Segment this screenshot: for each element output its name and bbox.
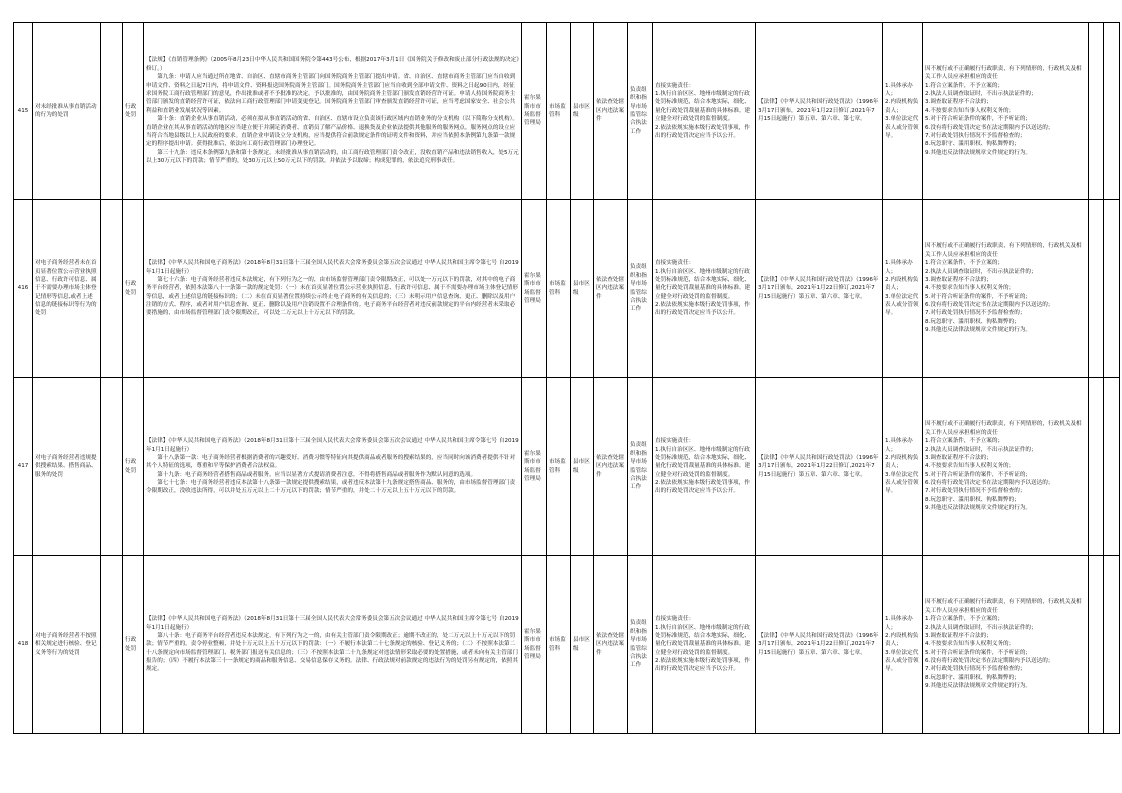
level: 县市区级 xyxy=(571,200,594,378)
empty-cell xyxy=(1089,378,1104,556)
paragraph: 2.内设机构负责人； xyxy=(885,632,919,648)
item-type: 行政处罚 xyxy=(123,23,144,200)
paragraph: 5.对于符合听证条件的案件，不予听证的； xyxy=(925,471,1032,478)
legal-basis xyxy=(144,200,522,378)
paragraph: 9.其他违反法律法规规章文件规定的行为。 xyxy=(925,683,1032,690)
paragraph: 7.对行政处罚执行情况不予监督检查的； xyxy=(925,666,1026,673)
table-row xyxy=(14,556,1120,734)
empty-cell xyxy=(101,556,123,734)
paragraph: 3.调查取证程序不合法的； xyxy=(925,454,992,461)
empty-cell xyxy=(1104,556,1120,734)
responsibility xyxy=(653,23,756,200)
paragraph: 9.其他违反法律法规规章文件规定的行为。 xyxy=(925,327,1032,334)
paragraph: 第七十六条：电子商务经营者违反本法规定，有下列行为之一的，由市场监督管理部门责令限期改正，可以处一万元以下的罚款，对其中的电子商务平台经营者，依照本法第八十一条第一款的规定处罚：（一）未在首页显著位置公示营业执照信息、行政许可信息、属于不需要办理市场主体登记情形等信息，或者上述信息的链接标识的；（二）未在首页显著位置持续公示终止电子商务的有关信息的；（三）未明示用户信息查询、更正、删除以及用户注销的方式、程序，或者对用户信息查询、更正、删除以及用户注销设置不合理条件的。电子商务平台经营者对违反前款规定的平台内经营者未采取必要措施的，由市场监督管理部门责令限期改正，可以处二万元以上十万元以下的罚款。 xyxy=(146,276,518,317)
liability xyxy=(923,200,1089,378)
scope: 依法查处辖区内违法案件 xyxy=(594,378,628,556)
item-type: 行政处罚 xyxy=(123,556,144,734)
paragraph: 1.执行自治区区、地州市级制定的行政处罚标准规范，结合本地实际，细化、量化行政处罚裁量基准的具体标准。建立健全对行政处罚的监督制度。 xyxy=(655,91,751,123)
table-row xyxy=(14,23,1120,200)
paragraph: 1.具体承办人； xyxy=(885,260,913,275)
paragraph: 因不履行或不正确履行行政职责，有下列情形的，行政机关及相关工作人员应承担相应的责任 xyxy=(925,243,1082,258)
paragraph: 3.单位法定代表人或分管领导。 xyxy=(885,649,919,673)
row-number: 415 xyxy=(14,23,33,200)
paragraph: 5.对于符合听证条件的案件，不予听证的； xyxy=(925,116,1032,123)
table-row xyxy=(14,378,1120,556)
paragraph: 3.调查取证程序不合法的； xyxy=(925,632,992,639)
paragraph: 第十条：直销企业从事直销活动，必须在拟从事直销活动的省、自治区、直辖市设立负责该行政区域内直销业务的分支机构（以下简称分支机构）。直销企业在其从事直销活动的地区应当建立便于并满足消费者、直销员了解产品价格、退换货及企业依法提供其他服务的服务网点。服务网点的设立应当符合当地县级以上人民政府的要求。直销企业申请设立分支机构，应当提供符合前款规定条件的证明文件和资料，并应当依照本条例第九条第一款规定的程序提出申请。获得批准后，依法向工商行政管理部门办理登记。 xyxy=(146,116,518,148)
empty-cell xyxy=(101,378,123,556)
law-reference: 【法律】《中华人民共和国行政处罚法》（1996年3月17日颁布，2021年1月22日修订,2021年7月15日起施行）第五章、第六章、第七章。 xyxy=(756,200,883,378)
liability xyxy=(923,556,1089,734)
paragraph: 1.执行自治区区、地州市级制定的行政处罚标准规范，结合本地实际，细化、量化行政处罚裁量基准的具体标准。建立健全对行政处罚的监督制度。 xyxy=(655,624,751,656)
paragraph: 2.依法依规实施本级行政处罚事项，作出的行政处罚决定应当予以公开。 xyxy=(655,480,750,495)
paragraph: 2.执法人员调查取证时，不出示执法证件的； xyxy=(925,446,1037,453)
empty-cell xyxy=(1104,23,1120,200)
paragraph: 3.调查取证程序不合法的； xyxy=(925,276,992,283)
paragraph: 3.单位法定代表人或分管领导。 xyxy=(885,293,919,317)
paragraph: 3.单位法定代表人或分管领导。 xyxy=(885,471,919,495)
empty-cell xyxy=(1089,200,1104,378)
liability xyxy=(923,23,1089,200)
item-type: 行政处罚 xyxy=(123,378,144,556)
paragraph: 因不履行或不正确履行行政职责，有下列情形的，行政机关及相关工作人员应承担相应的责任 xyxy=(925,421,1082,436)
paragraph: 2.执法人员调查取证时，不出示执法证件的； xyxy=(925,268,1037,275)
item-name: 对未经批准从事直销活动的行为的处罚 xyxy=(33,23,101,200)
paragraph: 1.具体承办人； xyxy=(885,438,913,453)
role: 负责组织和指导市场监管综合执法工作 xyxy=(628,23,653,200)
paragraph: 6.没有将行政处罚决定书在法定期限内予以送达的； xyxy=(925,302,1054,309)
level: 县市区级 xyxy=(571,23,594,200)
paragraph: 【法规】《直销管理条例》（2005年8月23日中华人民共和国国务院令第443号公布，根据2017年3月1日《国务院关于修改和废止部分行政法规的决定》修订。） xyxy=(146,57,519,72)
law-reference: 【法律】《中华人民共和国行政处罚法》（1996年3月17日颁布，2021年1月22日修订,2021年7月15日起施行）第五章、第六章、第七章。 xyxy=(756,378,883,556)
table-row xyxy=(14,200,1120,378)
paragraph: 9.其他违反法律法规规章文件规定的行为。 xyxy=(925,505,1032,512)
paragraph: 第三十九条：违反本条例第九条和第十条规定，未经批准从事直销活动的，由工商行政管理部门责令改正，没收直销产品和违法销售收入，处5万元以上30万元以下的罚款；情节严重的，处30万元以上50万元以下的罚款，并依法予以取缔；构成犯罪的，依法追究刑事责任。 xyxy=(146,149,519,165)
paragraph: 7.对行政处罚执行情况不予监督检查的； xyxy=(925,488,1026,495)
role: 负责组织和指导市场监管综合执法工作 xyxy=(628,556,653,734)
empty-cell xyxy=(1104,378,1120,556)
paragraph: 2.依法依规实施本级行政处罚事项，作出的行政处罚决定应当予以公开。 xyxy=(655,658,750,673)
empty-cell xyxy=(1089,23,1104,200)
item-name: 对电子商务经营者未在首页显著位置公示营业执照信息、行政许可信息、属于不需要办理市场主体登记情形等信息,或者上述信息的链接标识等行为的处罚 xyxy=(33,200,101,378)
row-number: 416 xyxy=(14,200,33,378)
paragraph: 7.对行政处罚执行情况不予监督检查的； xyxy=(925,310,1026,317)
responsible-subject xyxy=(883,23,923,200)
law-reference: 【法律】《中华人民共和国行政处罚法》（1996年3月17日颁布，2021年1月22日修订,2021年7月15日起施行）第五章、第六章、第七章。 xyxy=(756,23,883,200)
level: 县市区级 xyxy=(571,378,594,556)
paragraph: 8.玩忽职守、滥用职权、徇私舞弊的； xyxy=(925,318,1020,325)
legal-basis xyxy=(144,378,522,556)
paragraph: 8.玩忽职守、滥用职权、徇私舞弊的； xyxy=(925,496,1020,503)
scope: 依法查处辖区内违法案件 xyxy=(594,556,628,734)
paragraph: 第十九条：电子商务经营者搭售商品或者服务，应当以显著方式提请消费者注意，不得将搭售商品或者服务作为默认同意的选项。 xyxy=(157,471,477,478)
empty-cell xyxy=(1104,200,1120,378)
paragraph: 2.内设机构负责人； xyxy=(885,454,919,470)
scope: 依法查处辖区内违法案件 xyxy=(594,23,628,200)
law-reference: 【法律】《中华人民共和国行政处罚法》（1996年3月17日颁布，2021年1月22日修订,2021年7月15日起施行）第五章、第六章、第七章。 xyxy=(756,556,883,734)
paragraph: 2.依法依规实施本级行政处罚事项，作出的行政处罚决定应当予以公开。 xyxy=(655,124,750,139)
paragraph: 2.内设机构负责人； xyxy=(885,99,919,114)
responsible-subject xyxy=(883,378,923,556)
responsibility xyxy=(653,200,756,378)
paragraph: 4.不按要求告知当事人权利义务的； xyxy=(925,641,1015,648)
row-number: 418 xyxy=(14,556,33,734)
responsible-subject xyxy=(883,556,923,734)
paragraph: 1.执行自治区区、地州市级制定的行政处罚标准规范，结合本地实际，细化、量化行政处罚裁量基准的具体标准。建立健全对行政处罚的监督制度。 xyxy=(655,446,751,478)
paragraph: 4.不按要求告知当事人权利义务的； xyxy=(925,285,1015,292)
empty-cell xyxy=(101,23,123,200)
liability xyxy=(923,378,1089,556)
legal-basis xyxy=(144,556,522,734)
item-name: 对电子商务经营者不按照相关规定进行核验、登记义务等行为的处罚 xyxy=(33,556,101,734)
paragraph: 6.没有将行政处罚决定书在法定期限内予以送达的； xyxy=(925,124,1054,131)
office: 市场监管科 xyxy=(547,556,571,734)
department: 霍尔果斯市市场监督管理局 xyxy=(522,556,547,734)
paragraph: 5.对于符合听证条件的案件，不予听证的； xyxy=(925,649,1032,656)
paragraph: 【法律】《中华人民共和国电子商务法》（2018年8月31日第十三届全国人民代表大会常务委员会第五次会议通过 中华人民共和国主席令第七号 自2019年1月1日起施行） xyxy=(146,260,519,275)
office: 市场监管科 xyxy=(547,378,571,556)
responsibility xyxy=(653,556,756,734)
paragraph: 9.其他违反法律法规规章文件规定的行为。 xyxy=(925,149,1032,156)
paragraph: 1.执行自治区区、地州市级制定的行政处罚标准规范，结合本地实际，细化、量化行政处罚裁量基准的具体标准。建立健全对行政处罚的监督制度。 xyxy=(655,268,751,300)
item-name: 对电子商务经营者违规提供搜索结果、搭售商品、服务的处罚 xyxy=(33,378,101,556)
empty-cell xyxy=(1089,556,1104,734)
role: 负责组织和指导市场监管综合执法工作 xyxy=(628,200,653,378)
paragraph: 6.没有将行政处罚决定书在法定期限内予以送达的； xyxy=(925,658,1054,665)
paragraph: 直接实施责任： xyxy=(655,616,695,623)
scope: 依法查处辖区内违法案件 xyxy=(594,200,628,378)
item-type: 行政处罚 xyxy=(123,200,144,378)
level: 县市区级 xyxy=(571,556,594,734)
paragraph: 第九条：申请人应当通过所在地省、自治区、直辖市商务主管部门向国务院商务主管部门提出申请。省、自治区、直辖市商务主管部门应当自收到申请文件、资料之日起7日内，将申请文件、资料报送国务院商务主管部门。国务院商务主管部门应当自收到全部申请文件、资料之日起90日内，经征求国务院工商行政管理部门的意见，作出批准或者不予批准的决定。予以批准的，由国务院商务主管部门颁发直销经营许可证。申请人持国务院商务主管部门颁发的直销经营许可证，依法向工商行政管理部门申请变更登记。国务院商务主管部门审查颁发直销经营许可证，应当考虑国家安全、社会公共利益和直销业发展状况等因素。 xyxy=(146,74,516,114)
paragraph: 第十八条第一款：电子商务经营者根据消费者的兴趣爱好、消费习惯等特征向其提供商品或者服务的搜索结果的，应当同时向该消费者提供不针对其个人特征的选项，尊重和平等保护消费者合法权益。 xyxy=(146,454,516,470)
paragraph: 3.调查取证程序不合法的； xyxy=(925,99,992,106)
paragraph: 1.符合立案条件，不予立案的； xyxy=(925,260,1004,267)
office: 市场监管科 xyxy=(547,23,571,200)
paragraph: 1.具体承办人； xyxy=(885,616,913,631)
responsibility-table xyxy=(13,22,1120,734)
responsible-subject xyxy=(883,200,923,378)
row-number: 417 xyxy=(14,378,33,556)
paragraph: 2.内设机构负责人； xyxy=(885,276,919,292)
paragraph: 1.符合立案条件，不予立案的； xyxy=(925,438,1004,445)
legal-basis xyxy=(144,23,522,200)
paragraph: 因不履行或不正确履行行政职责，有下列情形的，行政机关及相关工作人员应承担相应的责任 xyxy=(925,599,1082,614)
responsibility xyxy=(653,378,756,556)
table-body xyxy=(14,23,1120,734)
paragraph: 3.单位法定代表人或分管领导。 xyxy=(885,116,919,139)
paragraph: 4.不按要求告知当事人权利义务的； xyxy=(925,107,1015,114)
paragraph: 【法律】《中华人民共和国电子商务法》（2018年8月31日第十三届全国人民代表大会常务委员会第五次会议通过 中华人民共和国主席令第七号 自2019年1月1日起施行） xyxy=(146,438,519,453)
department: 霍尔果斯市市场监督管理局 xyxy=(522,378,547,556)
department: 霍尔果斯市市场监督管理局 xyxy=(522,23,547,200)
paragraph: 直接实施责任： xyxy=(655,260,695,267)
paragraph: 2.依法依规实施本级行政处罚事项，作出的行政处罚决定应当予以公开。 xyxy=(655,302,750,317)
paragraph: 【法律】《中华人民共和国电子商务法》（2018年8月31日第十三届全国人民代表大会常务委员会第五次会议通过 中华人民共和国主席令第七号 自2019年1月1日起施行） xyxy=(146,616,519,631)
paragraph: 5.对于符合听证条件的案件，不予听证的； xyxy=(925,293,1032,300)
paragraph: 1.具体承办人； xyxy=(885,82,913,98)
paragraph: 1.符合立案条件，不予立案的； xyxy=(925,82,1004,89)
paragraph: 8.玩忽职守、滥用职权、徇私舞弊的； xyxy=(925,674,1020,681)
paragraph: 8.玩忽职守、滥用职权、徇私舞弊的； xyxy=(925,141,1020,148)
paragraph: 第八十条：电子商务平台经营者违反本法规定，有下列行为之一的，由有关主管部门责令限期改正；逾期不改正的，处二万元以上十万元以下的罚款；情节严重的，责令停业整顿，并处十万元以上五十万元以下的罚款：（一）不履行本法第二十七条规定的核验、登记义务的；（二）不按照本法第二十八条规定向市场监督管理部门、税务部门报送有关信息的；（三）不按照本法第二十九条规定对违法情形采取必要的处置措施，或者未向有关主管部门报告的；（四）不履行本法第三十一条规定的商品和服务信息、交易信息保存义务的。法律、行政法规对前款规定的违法行为的处罚另有规定的，依照其规定。 xyxy=(146,632,518,673)
paragraph: 7.对行政处罚执行情况不予监督检查的； xyxy=(925,132,1026,139)
paragraph: 直接实施责任： xyxy=(655,82,695,89)
paragraph: 6.没有将行政处罚决定书在法定期限内予以送达的； xyxy=(925,480,1054,487)
paragraph: 第七十七条：电子商务经营者违反本法第十八条第一款规定提供搜索结果，或者违反本法第十九条规定搭售商品、服务的，由市场监督管理部门责令限期改正，没收违法所得，可以并处五万元以上二十万元以下的罚款；情节严重的，并处二十万元以上五十万元以下的罚款。 xyxy=(146,480,516,495)
paragraph: 2.执法人员调查取证时，不出示执法证件的； xyxy=(925,624,1037,631)
paragraph: 直接实施责任： xyxy=(655,438,695,445)
paragraph: 2.执法人员调查取证时，不出示执法证件的； xyxy=(925,91,1037,98)
empty-cell xyxy=(101,200,123,378)
role: 负责组织和指导市场监管综合执法工作 xyxy=(628,378,653,556)
paragraph: 1.符合立案条件，不予立案的； xyxy=(925,616,1004,623)
department: 霍尔果斯市市场监督管理局 xyxy=(522,200,547,378)
paragraph: 因不履行或不正确履行行政职责，有下列情形的，行政机关及相关工作人员应承担相应的责任 xyxy=(925,65,1082,81)
paragraph: 4.不按要求告知当事人权利义务的； xyxy=(925,463,1015,470)
office: 市场监管科 xyxy=(547,200,571,378)
